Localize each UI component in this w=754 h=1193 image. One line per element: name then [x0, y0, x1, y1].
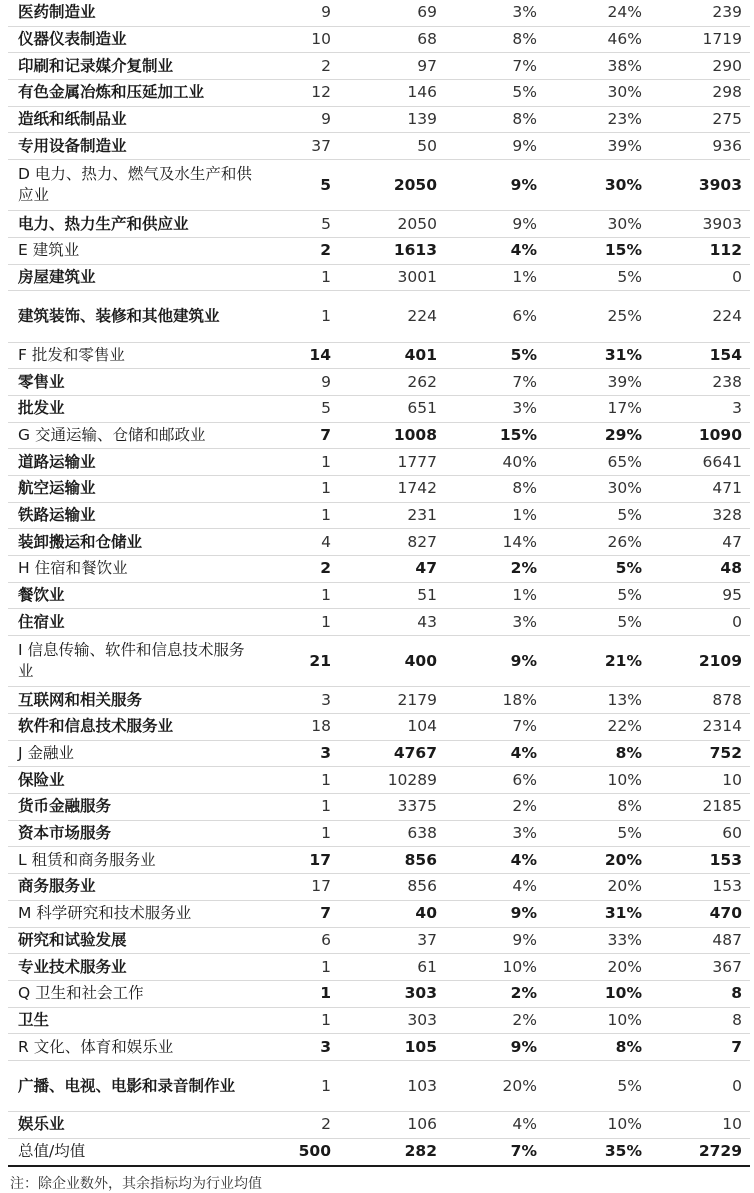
table-body — [8, 0, 750, 1166]
table-row — [8, 211, 750, 238]
value-cell: 1613 — [339, 238, 443, 265]
value-cell: 97 — [339, 53, 443, 80]
percent-cell: 9% — [443, 900, 545, 927]
value-cell: 231 — [339, 502, 443, 529]
company-count-cell: 7 — [254, 422, 339, 449]
company-count-cell: 37 — [254, 133, 339, 160]
percent-cell: 4% — [443, 874, 545, 901]
amount-cell: 3903 — [651, 211, 750, 238]
value-cell: 3001 — [339, 264, 443, 291]
industry-name-cell: R 文化、体育和娱乐业 — [8, 1034, 254, 1061]
value-cell: 105 — [339, 1034, 443, 1061]
industry-name-cell: 有色金属冶炼和压延加工业 — [8, 80, 254, 107]
ratio-cell: 23% — [545, 106, 651, 133]
company-count-cell: 1 — [254, 980, 339, 1007]
ratio-cell: 30% — [545, 476, 651, 503]
industry-name-cell: 房屋建筑业 — [8, 264, 254, 291]
industry-name-cell: 总值/均值 — [8, 1138, 254, 1165]
category-row — [8, 556, 750, 583]
amount-cell: 367 — [651, 954, 750, 981]
percent-cell: 5% — [443, 342, 545, 369]
company-count-cell: 3 — [254, 740, 339, 767]
industry-name-cell: 建筑装饰、装修和其他建筑业 — [8, 291, 254, 342]
ratio-cell: 8% — [545, 740, 651, 767]
ratio-cell: 25% — [545, 291, 651, 342]
amount-cell: 238 — [651, 369, 750, 396]
industry-name-cell: 互联网和相关服务 — [8, 687, 254, 714]
industry-name-cell: F 批发和零售业 — [8, 342, 254, 369]
ratio-cell: 26% — [545, 529, 651, 556]
industry-name-cell: J 金融业 — [8, 740, 254, 767]
amount-cell: 275 — [651, 106, 750, 133]
company-count-cell: 9 — [254, 106, 339, 133]
category-row — [8, 342, 750, 369]
category-row — [8, 980, 750, 1007]
ratio-cell: 31% — [545, 900, 651, 927]
company-count-cell: 1 — [254, 767, 339, 794]
industry-name-cell: 专业技术服务业 — [8, 954, 254, 981]
industry-name-cell: 仪器仪表制造业 — [8, 26, 254, 53]
percent-cell: 3% — [443, 609, 545, 636]
value-cell: 104 — [339, 714, 443, 741]
company-count-cell: 1 — [254, 820, 339, 847]
category-row — [8, 1034, 750, 1061]
value-cell: 651 — [339, 395, 443, 422]
amount-cell: 2185 — [651, 794, 750, 821]
industry-name-cell: L 租赁和商务服务业 — [8, 847, 254, 874]
amount-cell: 0 — [651, 609, 750, 636]
ratio-cell: 30% — [545, 80, 651, 107]
amount-cell: 752 — [651, 740, 750, 767]
company-count-cell: 5 — [254, 211, 339, 238]
ratio-cell: 39% — [545, 369, 651, 396]
industry-name-cell: 研究和试验发展 — [8, 927, 254, 954]
industry-name-cell: H 住宿和餐饮业 — [8, 556, 254, 583]
industry-name-cell: 专用设备制造业 — [8, 133, 254, 160]
industry-name-cell: 资本市场服务 — [8, 820, 254, 847]
percent-cell: 4% — [443, 238, 545, 265]
value-cell: 106 — [339, 1112, 443, 1139]
ratio-cell: 5% — [545, 502, 651, 529]
footnote: 注：除企业数外，其余指标均为行业均值 — [10, 1175, 262, 1192]
amount-cell: 2729 — [651, 1138, 750, 1165]
table-row — [8, 80, 750, 107]
category-row — [8, 740, 750, 767]
company-count-cell: 9 — [254, 369, 339, 396]
amount-cell: 153 — [651, 874, 750, 901]
table-row — [8, 449, 750, 476]
industry-name-cell: 住宿业 — [8, 609, 254, 636]
amount-cell: 95 — [651, 582, 750, 609]
value-cell: 47 — [339, 556, 443, 583]
ratio-cell: 10% — [545, 1112, 651, 1139]
company-count-cell: 1 — [254, 291, 339, 342]
ratio-cell: 39% — [545, 133, 651, 160]
ratio-cell: 20% — [545, 954, 651, 981]
company-count-cell: 1 — [254, 502, 339, 529]
amount-cell: 153 — [651, 847, 750, 874]
amount-cell: 3 — [651, 395, 750, 422]
table-row — [8, 106, 750, 133]
ratio-cell: 5% — [545, 556, 651, 583]
table-row — [8, 609, 750, 636]
ratio-cell: 33% — [545, 927, 651, 954]
amount-cell: 936 — [651, 133, 750, 160]
amount-cell: 1090 — [651, 422, 750, 449]
ratio-cell: 5% — [545, 264, 651, 291]
percent-cell: 7% — [443, 1138, 545, 1165]
industry-data-table — [8, 0, 750, 1167]
percent-cell: 15% — [443, 422, 545, 449]
company-count-cell: 1 — [254, 1060, 339, 1111]
ratio-cell: 8% — [545, 1034, 651, 1061]
industry-name-cell: 餐饮业 — [8, 582, 254, 609]
industry-name-cell: 装卸搬运和仓储业 — [8, 529, 254, 556]
company-count-cell: 1 — [254, 609, 339, 636]
category-row — [8, 636, 750, 687]
industry-name-cell: 医药制造业 — [8, 0, 254, 26]
ratio-cell: 20% — [545, 847, 651, 874]
percent-cell: 9% — [443, 133, 545, 160]
table-row — [8, 264, 750, 291]
percent-cell: 18% — [443, 687, 545, 714]
value-cell: 146 — [339, 80, 443, 107]
table-row — [8, 1060, 750, 1111]
amount-cell: 0 — [651, 264, 750, 291]
company-count-cell: 18 — [254, 714, 339, 741]
value-cell: 224 — [339, 291, 443, 342]
amount-cell: 0 — [651, 1060, 750, 1111]
industry-name-cell: 印刷和记录媒介复制业 — [8, 53, 254, 80]
industry-name-cell: 零售业 — [8, 369, 254, 396]
company-count-cell: 14 — [254, 342, 339, 369]
value-cell: 1777 — [339, 449, 443, 476]
percent-cell: 8% — [443, 26, 545, 53]
ratio-cell: 5% — [545, 609, 651, 636]
amount-cell: 8 — [651, 980, 750, 1007]
amount-cell: 10 — [651, 1112, 750, 1139]
industry-name-cell: 航空运输业 — [8, 476, 254, 503]
company-count-cell: 5 — [254, 395, 339, 422]
industry-name-cell: 道路运输业 — [8, 449, 254, 476]
table-row — [8, 687, 750, 714]
value-cell: 1742 — [339, 476, 443, 503]
percent-cell: 7% — [443, 714, 545, 741]
amount-cell: 6641 — [651, 449, 750, 476]
industry-name-cell: 保险业 — [8, 767, 254, 794]
value-cell: 51 — [339, 582, 443, 609]
percent-cell: 20% — [443, 1060, 545, 1111]
company-count-cell: 1 — [254, 476, 339, 503]
table-row — [8, 820, 750, 847]
ratio-cell: 8% — [545, 794, 651, 821]
percent-cell: 7% — [443, 53, 545, 80]
value-cell: 282 — [339, 1138, 443, 1165]
amount-cell: 470 — [651, 900, 750, 927]
value-cell: 2050 — [339, 211, 443, 238]
industry-name-cell: 造纸和纸制品业 — [8, 106, 254, 133]
amount-cell: 471 — [651, 476, 750, 503]
amount-cell: 47 — [651, 529, 750, 556]
amount-cell: 2314 — [651, 714, 750, 741]
value-cell: 50 — [339, 133, 443, 160]
percent-cell: 4% — [443, 1112, 545, 1139]
company-count-cell: 1 — [254, 794, 339, 821]
value-cell: 3375 — [339, 794, 443, 821]
total-row — [8, 1138, 750, 1165]
industry-name-cell: M 科学研究和技术服务业 — [8, 900, 254, 927]
table-row — [8, 26, 750, 53]
company-count-cell: 17 — [254, 874, 339, 901]
industry-name-cell: 铁路运输业 — [8, 502, 254, 529]
amount-cell: 3903 — [651, 160, 750, 211]
company-count-cell: 500 — [254, 1138, 339, 1165]
category-row — [8, 160, 750, 211]
percent-cell: 9% — [443, 160, 545, 211]
value-cell: 40 — [339, 900, 443, 927]
company-count-cell: 9 — [254, 0, 339, 26]
industry-name-cell: 货币金融服务 — [8, 794, 254, 821]
percent-cell: 9% — [443, 1034, 545, 1061]
amount-cell: 48 — [651, 556, 750, 583]
amount-cell: 487 — [651, 927, 750, 954]
ratio-cell: 15% — [545, 238, 651, 265]
value-cell: 400 — [339, 636, 443, 687]
ratio-cell: 20% — [545, 874, 651, 901]
table-row — [8, 582, 750, 609]
industry-name-cell: 广播、电视、电影和录音制作业 — [8, 1060, 254, 1111]
industry-name-cell: Q 卫生和社会工作 — [8, 980, 254, 1007]
ratio-cell: 65% — [545, 449, 651, 476]
company-count-cell: 17 — [254, 847, 339, 874]
amount-cell: 112 — [651, 238, 750, 265]
value-cell: 68 — [339, 26, 443, 53]
ratio-cell: 29% — [545, 422, 651, 449]
company-count-cell: 10 — [254, 26, 339, 53]
table-row — [8, 954, 750, 981]
amount-cell: 290 — [651, 53, 750, 80]
percent-cell: 2% — [443, 1007, 545, 1034]
industry-name-cell: 软件和信息技术服务业 — [8, 714, 254, 741]
value-cell: 43 — [339, 609, 443, 636]
value-cell: 262 — [339, 369, 443, 396]
value-cell: 103 — [339, 1060, 443, 1111]
company-count-cell: 2 — [254, 1112, 339, 1139]
ratio-cell: 17% — [545, 395, 651, 422]
company-count-cell: 21 — [254, 636, 339, 687]
percent-cell: 3% — [443, 395, 545, 422]
amount-cell: 239 — [651, 0, 750, 26]
percent-cell: 8% — [443, 106, 545, 133]
percent-cell: 1% — [443, 502, 545, 529]
industry-name-cell: 批发业 — [8, 395, 254, 422]
ratio-cell: 30% — [545, 211, 651, 238]
ratio-cell: 21% — [545, 636, 651, 687]
amount-cell: 2109 — [651, 636, 750, 687]
ratio-cell: 35% — [545, 1138, 651, 1165]
table-row — [8, 1007, 750, 1034]
amount-cell: 224 — [651, 291, 750, 342]
value-cell: 303 — [339, 1007, 443, 1034]
percent-cell: 2% — [443, 980, 545, 1007]
company-count-cell: 2 — [254, 238, 339, 265]
industry-name-cell: E 建筑业 — [8, 238, 254, 265]
value-cell: 1008 — [339, 422, 443, 449]
value-cell: 61 — [339, 954, 443, 981]
category-row — [8, 238, 750, 265]
industry-name-cell: 电力、热力生产和供应业 — [8, 211, 254, 238]
company-count-cell: 6 — [254, 927, 339, 954]
value-cell: 2050 — [339, 160, 443, 211]
value-cell: 10289 — [339, 767, 443, 794]
table-row — [8, 502, 750, 529]
percent-cell: 9% — [443, 211, 545, 238]
percent-cell: 1% — [443, 264, 545, 291]
industry-name-cell: 卫生 — [8, 1007, 254, 1034]
ratio-cell: 13% — [545, 687, 651, 714]
industry-name-cell: 商务服务业 — [8, 874, 254, 901]
ratio-cell: 46% — [545, 26, 651, 53]
amount-cell: 1719 — [651, 26, 750, 53]
category-row — [8, 422, 750, 449]
percent-cell: 9% — [443, 636, 545, 687]
percent-cell: 6% — [443, 291, 545, 342]
percent-cell: 4% — [443, 847, 545, 874]
company-count-cell: 3 — [254, 687, 339, 714]
ratio-cell: 10% — [545, 767, 651, 794]
table-row — [8, 395, 750, 422]
industry-name-cell: 娱乐业 — [8, 1112, 254, 1139]
ratio-cell: 22% — [545, 714, 651, 741]
company-count-cell: 1 — [254, 1007, 339, 1034]
value-cell: 638 — [339, 820, 443, 847]
ratio-cell: 10% — [545, 980, 651, 1007]
table-row — [8, 794, 750, 821]
percent-cell: 5% — [443, 80, 545, 107]
table-row — [8, 1112, 750, 1139]
table-row — [8, 133, 750, 160]
table-row — [8, 369, 750, 396]
ratio-cell: 5% — [545, 1060, 651, 1111]
amount-cell: 878 — [651, 687, 750, 714]
ratio-cell: 31% — [545, 342, 651, 369]
value-cell: 69 — [339, 0, 443, 26]
industry-name-cell: I 信息传输、软件和信息技术服务业 — [8, 636, 254, 687]
company-count-cell: 4 — [254, 529, 339, 556]
table-row — [8, 291, 750, 342]
ratio-cell: 5% — [545, 820, 651, 847]
value-cell: 2179 — [339, 687, 443, 714]
company-count-cell: 1 — [254, 449, 339, 476]
table-row — [8, 874, 750, 901]
category-row — [8, 900, 750, 927]
percent-cell: 8% — [443, 476, 545, 503]
company-count-cell: 3 — [254, 1034, 339, 1061]
table-row — [8, 529, 750, 556]
company-count-cell: 2 — [254, 556, 339, 583]
ratio-cell: 10% — [545, 1007, 651, 1034]
amount-cell: 298 — [651, 80, 750, 107]
company-count-cell: 2 — [254, 53, 339, 80]
company-count-cell: 7 — [254, 900, 339, 927]
value-cell: 856 — [339, 874, 443, 901]
company-count-cell: 12 — [254, 80, 339, 107]
percent-cell: 10% — [443, 954, 545, 981]
amount-cell: 154 — [651, 342, 750, 369]
value-cell: 856 — [339, 847, 443, 874]
category-row — [8, 847, 750, 874]
table-row — [8, 53, 750, 80]
percent-cell: 2% — [443, 556, 545, 583]
amount-cell: 8 — [651, 1007, 750, 1034]
table-row — [8, 767, 750, 794]
percent-cell: 3% — [443, 820, 545, 847]
percent-cell: 40% — [443, 449, 545, 476]
company-count-cell: 1 — [254, 954, 339, 981]
amount-cell: 10 — [651, 767, 750, 794]
table-row — [8, 476, 750, 503]
table-row — [8, 927, 750, 954]
value-cell: 37 — [339, 927, 443, 954]
percent-cell: 14% — [443, 529, 545, 556]
ratio-cell: 24% — [545, 0, 651, 26]
amount-cell: 60 — [651, 820, 750, 847]
industry-name-cell: G 交通运输、仓储和邮政业 — [8, 422, 254, 449]
company-count-cell: 5 — [254, 160, 339, 211]
company-count-cell: 1 — [254, 264, 339, 291]
percent-cell: 3% — [443, 0, 545, 26]
value-cell: 827 — [339, 529, 443, 556]
percent-cell: 4% — [443, 740, 545, 767]
amount-cell: 328 — [651, 502, 750, 529]
ratio-cell: 30% — [545, 160, 651, 211]
percent-cell: 9% — [443, 927, 545, 954]
company-count-cell: 1 — [254, 582, 339, 609]
value-cell: 4767 — [339, 740, 443, 767]
ratio-cell: 5% — [545, 582, 651, 609]
percent-cell: 2% — [443, 794, 545, 821]
percent-cell: 7% — [443, 369, 545, 396]
table-row — [8, 0, 750, 26]
value-cell: 139 — [339, 106, 443, 133]
ratio-cell: 38% — [545, 53, 651, 80]
industry-name-cell: D 电力、热力、燃气及水生产和供应业 — [8, 160, 254, 211]
value-cell: 401 — [339, 342, 443, 369]
amount-cell: 7 — [651, 1034, 750, 1061]
table-row — [8, 714, 750, 741]
percent-cell: 1% — [443, 582, 545, 609]
percent-cell: 6% — [443, 767, 545, 794]
value-cell: 303 — [339, 980, 443, 1007]
